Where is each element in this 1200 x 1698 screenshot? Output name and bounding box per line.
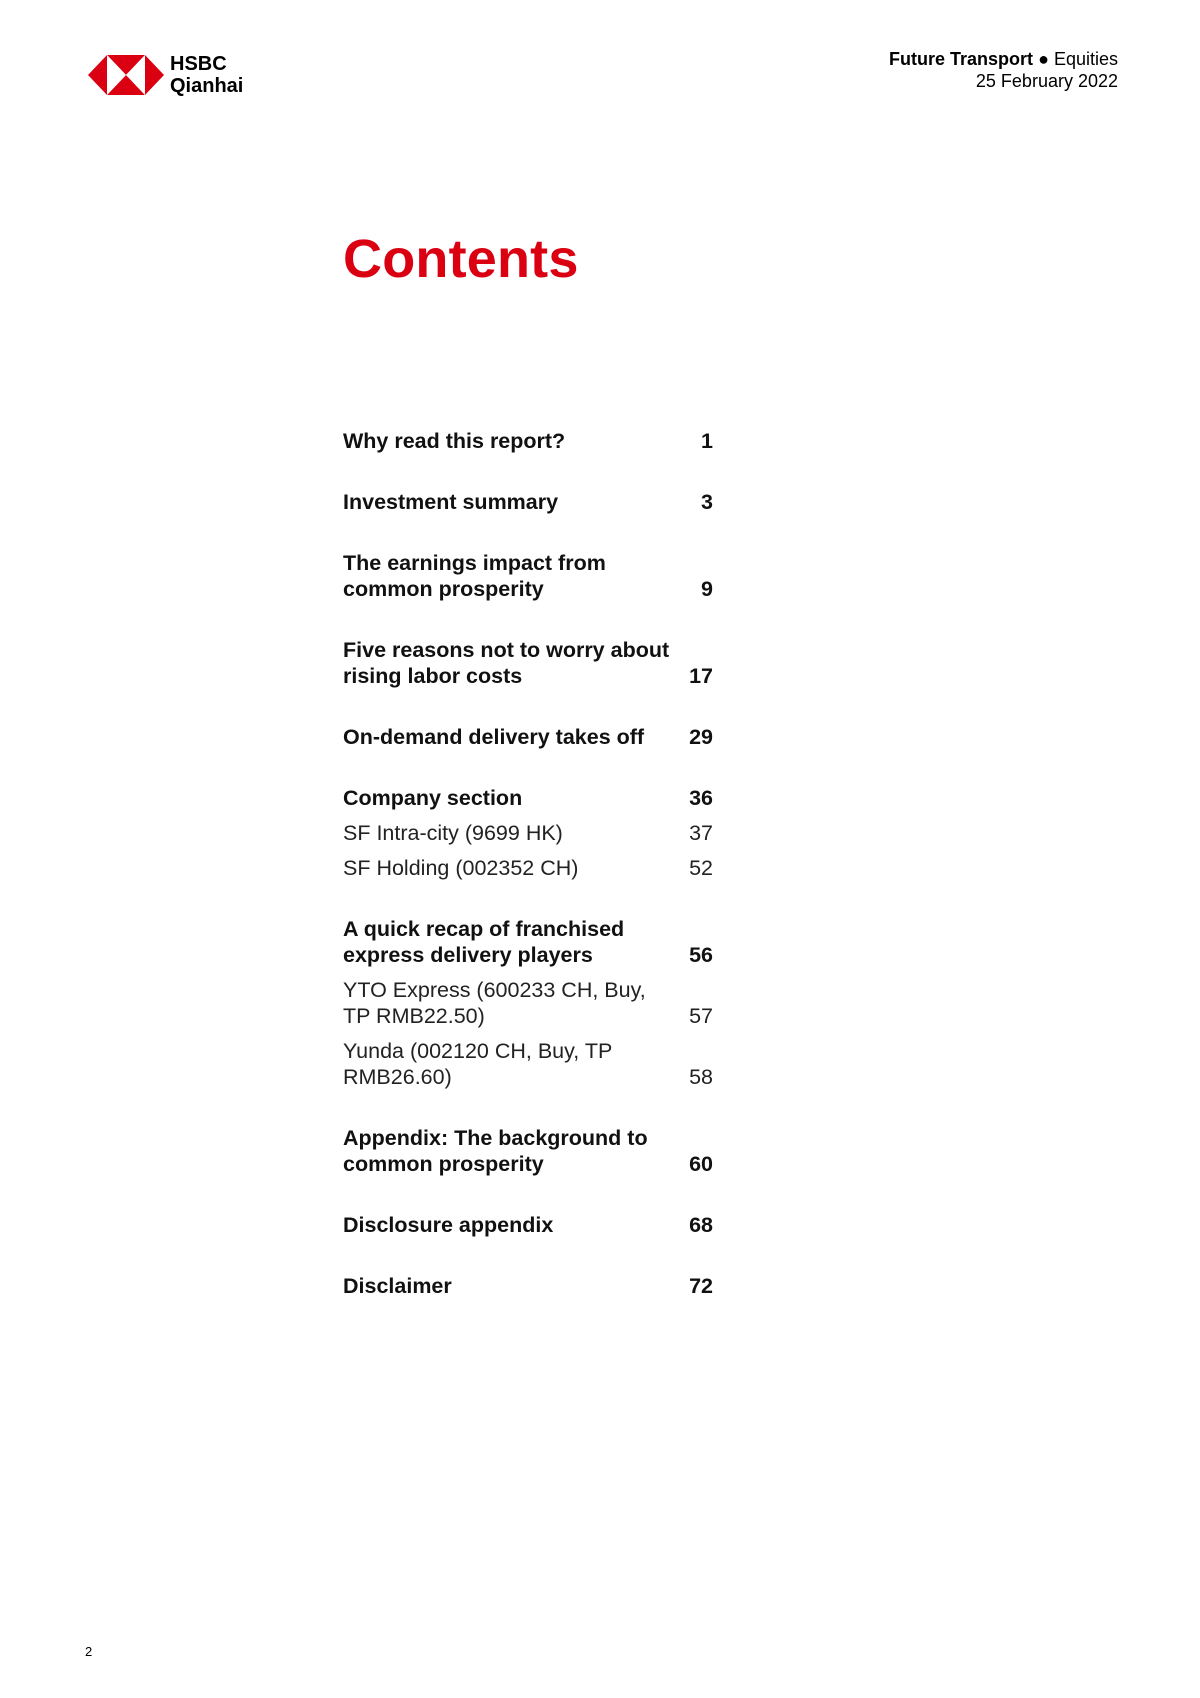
toc-entry-label: Why read this report? [343, 429, 566, 453]
toc-entry[interactable] [343, 1212, 713, 1238]
toc-entry-label: Disclaimer [343, 1274, 452, 1298]
toc-entry[interactable] [343, 489, 713, 515]
toc-entry-label: On-demand delivery takes off [343, 725, 645, 749]
logo-line-2: Qianhai [170, 75, 244, 97]
toc-entry-label: Investment summary [343, 490, 559, 514]
toc-entry-page: 9 [701, 577, 713, 601]
toc-entry-page: 3 [701, 490, 713, 514]
toc-entry-page: 36 [689, 786, 713, 810]
toc-entry[interactable] [343, 428, 713, 454]
header-separator: ● [1038, 49, 1049, 69]
toc-entry-label: SF Holding (002352 CH) [343, 856, 579, 880]
toc-entry[interactable] [343, 1273, 713, 1299]
toc-entry-page: 29 [689, 725, 713, 749]
toc-entry-label: The earnings impact from common prosperity [343, 551, 606, 601]
header-section: Equities [1053, 49, 1118, 69]
toc-entry-label: YTO Express (600233 CH, Buy, TP RMB22.50) [343, 978, 646, 1028]
toc-entry-page: 57 [689, 1004, 713, 1028]
toc-entry-page: 72 [689, 1274, 713, 1298]
toc-entry-page: 37 [689, 821, 713, 845]
hsbc-qianhai-logo [88, 51, 268, 101]
toc-entry-label: Yunda (002120 CH, Buy, TP RMB26.60) [343, 1039, 612, 1089]
toc-entry-page: 1 [701, 429, 713, 453]
toc-entry[interactable] [343, 1125, 713, 1177]
toc-entry-page: 17 [689, 664, 713, 688]
logo-text [170, 53, 243, 97]
header-date: 25 February 2022 [975, 71, 1118, 91]
toc-entry[interactable] [343, 785, 713, 811]
toc-entry[interactable] [343, 820, 713, 846]
page-number: 2 [85, 1644, 93, 1659]
toc-entry-page: 52 [689, 856, 713, 880]
toc-entry-page: 60 [689, 1152, 713, 1176]
toc-entry-label: SF Intra-city (9699 HK) [343, 821, 563, 845]
toc-entry-label: A quick recap of franchised express delivery players [343, 917, 625, 967]
toc-entry-label: Disclosure appendix [343, 1213, 554, 1237]
toc-entry[interactable] [343, 977, 713, 1029]
toc-entry-label: Company section [343, 786, 523, 810]
header-series: Future Transport [889, 49, 1034, 69]
toc-entry-page: 58 [689, 1065, 713, 1089]
toc-entry-page: 68 [689, 1213, 713, 1237]
logo-line-1: HSBC [170, 53, 227, 75]
toc-entry-label: Appendix: The background to common prosperity [343, 1126, 648, 1176]
toc-entry-label: Five reasons not to worry about rising labor costs [343, 638, 670, 688]
page-title: Contents [343, 229, 579, 289]
table-of-contents [343, 428, 713, 1299]
toc-entry[interactable] [343, 724, 713, 750]
toc-entry[interactable] [343, 550, 713, 602]
toc-entry[interactable] [343, 855, 713, 881]
header-series-line [889, 48, 1118, 70]
toc-entry[interactable] [343, 637, 713, 689]
toc-entry-page: 56 [689, 943, 713, 967]
report-header [889, 48, 1118, 92]
hsbc-hexagon-icon [88, 55, 164, 95]
toc-entry[interactable] [343, 916, 713, 968]
toc-entry[interactable] [343, 1038, 713, 1090]
